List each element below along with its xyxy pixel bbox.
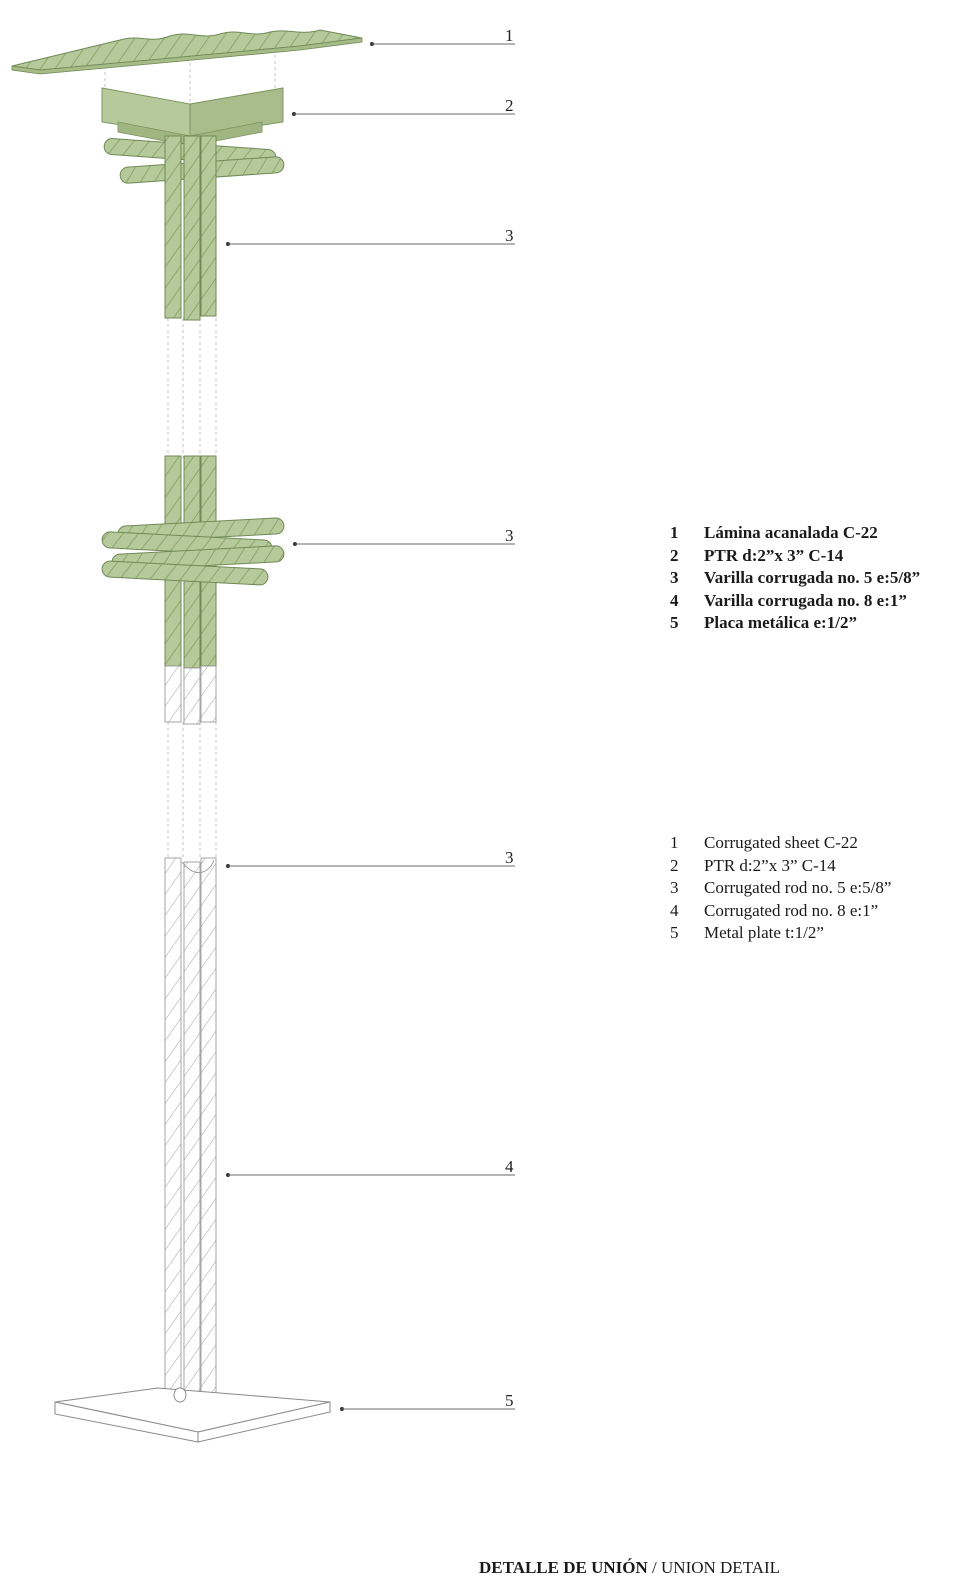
legend-en-num: 1 — [670, 833, 679, 852]
legend-en-num: 3 — [670, 878, 679, 898]
legend-en-item — [670, 922, 891, 945]
legend-es-item — [670, 545, 920, 568]
legend-en-text: Metal plate t:1/2” — [704, 923, 824, 943]
legend-en-item — [670, 877, 891, 900]
legend-english — [670, 832, 891, 945]
legend-es-text: Placa metálica e:1/2” — [704, 613, 857, 633]
caption-separator: / — [647, 1558, 662, 1577]
legend-es-item — [670, 567, 920, 590]
callout-label-2: 2 — [505, 96, 514, 115]
legend-en-text: PTR d:2”x 3” C-14 — [704, 855, 836, 875]
callout-label-3c: 3 — [505, 848, 514, 867]
legend-es-text: Varilla corrugada no. 5 e:5/8” — [704, 568, 921, 588]
legend-es-num: 2 — [670, 545, 679, 565]
legend-es-text: PTR d:2”x 3” C-14 — [704, 545, 844, 565]
callout-labels — [505, 26, 514, 1410]
callout-label-3b: 3 — [505, 526, 514, 545]
legend-es-text: Varilla corrugada no. 8 e:1” — [704, 590, 907, 610]
callout-label-3a: 3 — [505, 226, 514, 245]
legend-es-item — [670, 590, 920, 613]
base-plate — [55, 1388, 330, 1442]
legend-en-item — [670, 832, 891, 855]
legend-en-text: Corrugated rod no. 5 e:5/8” — [704, 878, 892, 898]
upper-vertical-rods — [165, 136, 216, 320]
drawing-caption — [479, 1558, 780, 1578]
legend-en-num: 4 — [670, 900, 679, 920]
caption-title-en: UNION DETAIL — [661, 1558, 781, 1577]
legend-es-num: 1 — [670, 523, 679, 542]
legend-es-item — [670, 612, 920, 635]
callout-label-1: 1 — [505, 26, 514, 45]
callout-label-4: 4 — [505, 1157, 514, 1176]
middle-rod-cluster — [102, 518, 285, 586]
legend-en-text: Corrugated rod no. 8 e:1” — [704, 900, 879, 920]
legend-es-num: 3 — [670, 568, 679, 588]
middle-rod-ends — [165, 666, 216, 724]
legend-en-item — [670, 855, 891, 878]
legend-es-num: 5 — [670, 613, 679, 633]
legend-en-num: 2 — [670, 855, 679, 875]
callout-label-5: 5 — [505, 1391, 514, 1410]
lower-column-rods — [165, 858, 216, 1406]
caption-title-es: DETALLE DE UNIÓN — [479, 1558, 648, 1577]
legend-spanish — [670, 522, 920, 635]
legend-en-text: Corrugated sheet C-22 — [704, 833, 858, 852]
legend-es-text: Lámina acanalada C-22 — [704, 523, 878, 542]
legend-en-num: 5 — [670, 923, 679, 943]
callouts — [226, 42, 515, 1411]
legend-es-num: 4 — [670, 590, 679, 610]
legend-en-item — [670, 900, 891, 923]
corrugated-sheet — [12, 30, 362, 74]
legend-es-item — [670, 522, 920, 545]
